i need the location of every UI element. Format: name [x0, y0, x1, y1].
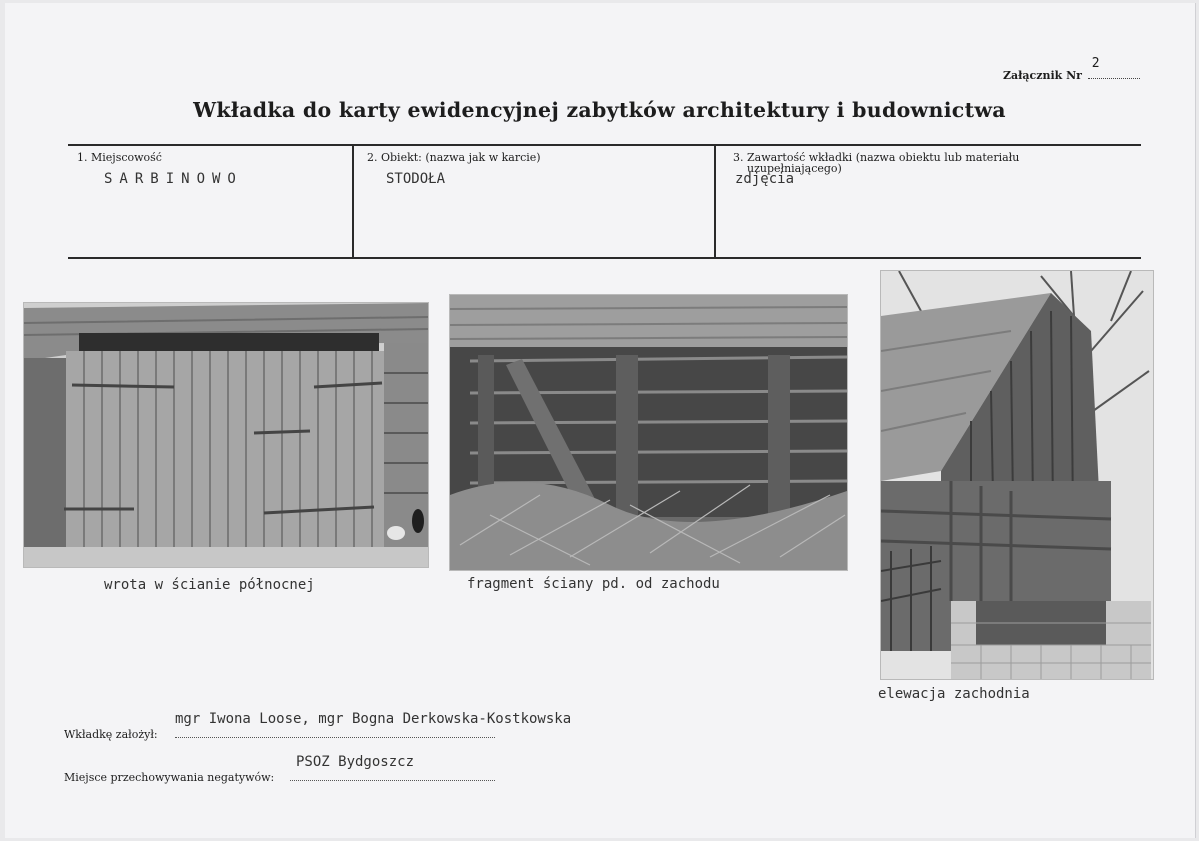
- form-divider-1: [352, 144, 354, 257]
- founder-value: mgr Iwona Loose, mgr Bogna Derkowska-Kostkowska: [175, 711, 572, 727]
- contents-label-line2: uzupełniającego): [747, 162, 842, 175]
- locality-value: SARBINOWO: [104, 171, 243, 187]
- caption-barn-doors: wrota w ścianie północnej: [104, 577, 315, 593]
- annex-number-line: [1088, 56, 1140, 79]
- photo-barn-doors: [23, 302, 429, 568]
- founder-dotted-line: [175, 737, 495, 738]
- storage-value: PSOZ Bydgoszcz: [296, 754, 415, 770]
- annex-number: [1003, 56, 1140, 82]
- object-value: STODOŁA: [386, 171, 446, 187]
- photo-wall-fragment: [449, 294, 848, 571]
- caption-wall-fragment: fragment ściany pd. od zachodu: [467, 576, 720, 592]
- storage-dotted-line: [290, 780, 495, 781]
- contents-value: zdjęcia: [735, 171, 795, 187]
- object-label: 2. Obiekt: (nazwa jak w karcie): [367, 151, 541, 164]
- annex-number-value: 2: [1091, 56, 1100, 71]
- annex-label: Załącznik Nr: [1003, 69, 1082, 82]
- storage-label: Miejsce przechowywania negatywów:: [64, 771, 275, 784]
- founder-label: Wkładkę założył:: [64, 728, 158, 741]
- form-top-rule: [68, 144, 1141, 146]
- form-divider-2: [714, 144, 716, 257]
- photo-west-elevation: [880, 270, 1154, 680]
- caption-west-elevation: elewacja zachodnia: [878, 686, 1030, 702]
- form-bottom-rule: [68, 257, 1141, 259]
- locality-label: 1. Miejscowość: [77, 151, 162, 164]
- page-title: Wkładka do karty ewidencyjnej zabytków architektury i budownictwa: [193, 98, 1006, 122]
- contents-label-line1: 3. Zawartość wkładki (nazwa obiektu lub materiału: [733, 151, 1020, 164]
